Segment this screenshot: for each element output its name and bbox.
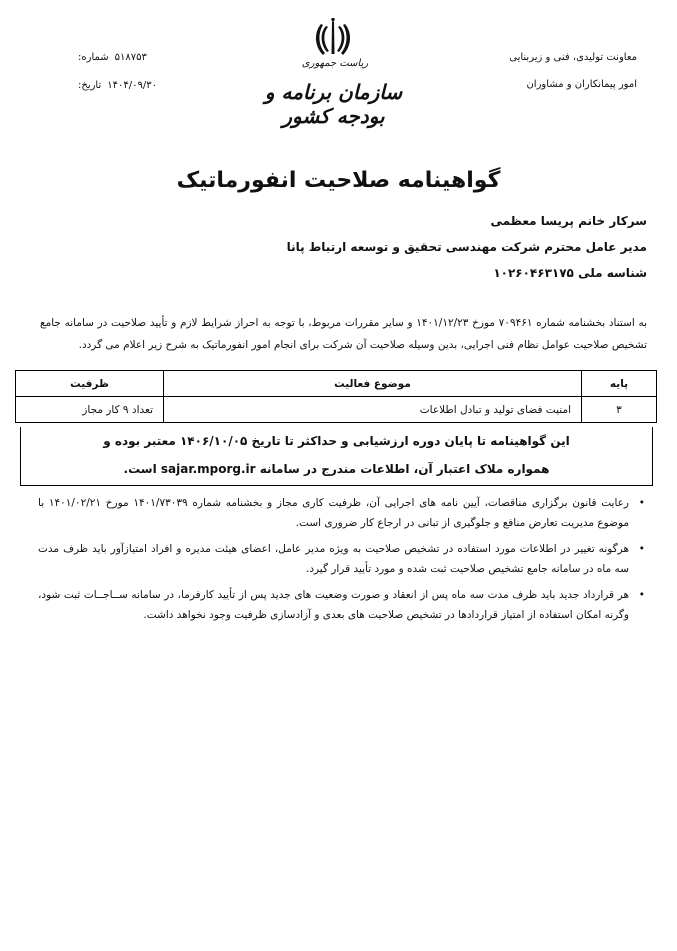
bullet-icon: •	[638, 497, 645, 509]
letter-date-label: تاریخ:	[78, 80, 102, 91]
addressee-role: مدیر عامل محترم شرکت مهندسی تحقیق و توسعه ارتباط پانا	[286, 240, 647, 254]
table-row	[16, 397, 657, 423]
bullet-icon: •	[638, 543, 645, 555]
qualification-table	[15, 370, 657, 423]
note-text: هر قرارداد جدید باید ظرف مدت سه ماه پس از انعقاد و صورت وضعیت های جدید پس از تأیید کارفرما، در سامانه ســاجــات ثبت شود، وگرنه امکان استفاده از امتیاز قراردادها در تشخیص صلاحیت های بعدی و آزادسازی ظرفیت وجود نخواهد داشت.	[38, 589, 629, 621]
addressee-name: سرکار خانم پریسا معظمی	[490, 214, 647, 228]
letter-date-row	[78, 72, 198, 100]
iran-emblem-icon	[312, 18, 354, 60]
logo-title: سازمان برنامه و بودجه کشور	[264, 80, 403, 128]
issuing-department	[509, 44, 637, 98]
cell-base: ۳	[582, 397, 657, 423]
validity-line-2	[21, 455, 652, 483]
certificate-title: گواهینامه صلاحیت انفورماتیک	[176, 168, 501, 193]
notes-list	[38, 493, 649, 631]
logo-subtitle: ریاست جمهوری	[301, 58, 369, 69]
intro-paragraph: به استناد بخشنامه شماره ۷۰۹۴۶۱ مورخ ۱۴۰۱/۱۲/۲۳ و سایر مقررات مربوط، با توجه به احراز شرایط لازم و تأیید صلاحیت در سامانه جامع تشخیص صلاحیت عوامل نظام فنی اجرایی، بدین وسیله صلاحیت آن شرکت برای انجام امور انفورماتیک به شرح زیر اعلام می گردد.	[40, 317, 647, 351]
letter-number-value: ۵۱۸۷۵۳	[114, 52, 147, 63]
validity-line-2-post: است.	[123, 462, 157, 476]
cell-activity: امنیت فضای تولید و تبادل اطلاعات	[164, 397, 582, 423]
national-id: شناسه ملی ۱۰۲۶۰۴۶۳۱۷۵	[493, 266, 647, 280]
cell-capacity: تعداد ۹ کار مجاز	[16, 397, 164, 423]
letter-date-value: ۱۴۰۴/۰۹/۳۰	[107, 80, 157, 91]
letter-number-label: شماره:	[78, 52, 109, 63]
department-line-2: امور پیمانکاران و مشاوران	[526, 79, 637, 90]
note-text: هرگونه تغییر در اطلاعات مورد استفاده در تشخیص صلاحیت به ویژه مدیر عامل، اعضای هیئت مدیره و افراد امتیازآور باید ظرف مدت سه ماه در سامانه جامع تشخیص صلاحیت ثبت شده و مورد تأیید قرار گیرد.	[38, 543, 629, 575]
validity-line-1: این گواهینامه تا پایان دوره ارزشیابی و حداکثر تا تاریخ ۱۴۰۶/۱۰/۰۵ معتبر بوده و	[103, 434, 570, 448]
validity-notice	[20, 427, 653, 486]
note-text: رعایت قانون برگزاری مناقصات، آیین نامه های اجرایی آن، ظرفیت کاری مجاز و بخشنامه شماره ۱۴۰۱/۷۳۰۳۹ مورخ ۱۴۰۱/۰۲/۲۱ با موضوع مدیریت تعارض منافع و جلوگیری از تبانی در ارجاع کار ضروری است.	[38, 497, 630, 529]
letter-meta	[78, 44, 198, 100]
sajar-link[interactable]: sajar.mporg.ir	[160, 462, 256, 476]
department-line-1: معاونت تولیدی، فنی و زیربنایی	[509, 52, 637, 63]
header-activity: موضوع فعالیت	[164, 371, 582, 397]
list-item	[38, 585, 649, 625]
letter-number-row	[78, 44, 198, 72]
list-item	[38, 493, 649, 533]
list-item	[38, 539, 649, 579]
header-base: پایه	[582, 371, 657, 397]
bullet-icon: •	[638, 589, 645, 601]
addressee-block	[287, 208, 647, 286]
validity-line-2-pre: همواره ملاک اعتبار آن، اطلاعات مندرج در سامانه	[259, 462, 550, 476]
header-capacity: ظرفیت	[16, 371, 164, 397]
table-header-row	[16, 371, 657, 397]
